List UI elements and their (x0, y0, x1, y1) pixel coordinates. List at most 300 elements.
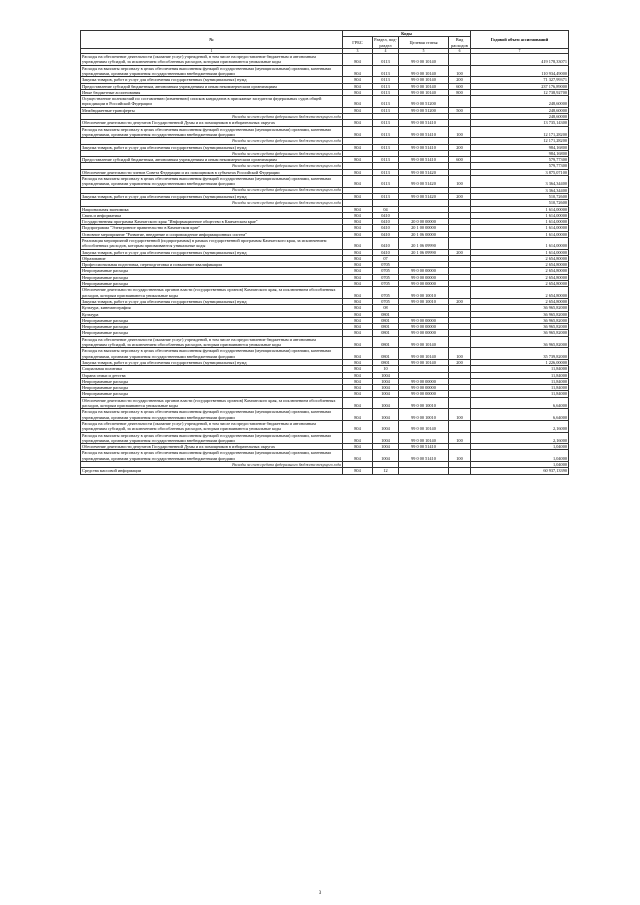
header-target: Целевая статья (399, 37, 449, 49)
row-target: 99 0 00 51200 (399, 96, 449, 108)
row-name: Расходы на выплаты персоналу в целях обеспечения выполнения функций государственными (муниципальными) органами, казенными учреждениями, органами управления государственными внебюджетными фондами (81, 176, 343, 188)
row-amount: 1 614,00000 (471, 238, 569, 250)
row-amount: 1 614,00000 (471, 212, 569, 218)
row-grbs: 804 (343, 468, 373, 474)
header-amount: Годовой объем ассигнований (471, 31, 569, 49)
row-section: 0705 (373, 262, 399, 268)
row-name: Профессиональная подготовка, переподготовка и повышение квалификации (81, 262, 343, 268)
row-name: Расходы за счет средств федерального бюджета текущего года (81, 200, 343, 206)
row-grbs: 804 (343, 255, 373, 261)
row-target: 20 1 00 00000 (399, 225, 449, 231)
table-row (81, 348, 569, 360)
row-amount: 248,60000 (471, 96, 569, 108)
row-name: Обеспечение деятельности депутатов Государственной Думы и их помощников в избирательных округах (81, 120, 343, 126)
row-name: Обеспечение деятельности депутатов Государственной Думы и их помощников в избирательных округах (81, 444, 343, 450)
row-section: 1004 (373, 444, 399, 450)
row-amount: 36 965,82000 (471, 330, 569, 336)
row-grbs: 804 (343, 262, 373, 268)
table-row (81, 176, 569, 188)
row-section: 0113 (373, 176, 399, 188)
row-amount: 71 327,99371 (471, 77, 569, 83)
row-grbs: 804 (343, 372, 373, 378)
row-name: Расходы на обеспечение деятельности (оказание услуг) учреждений, в том числе на предоставление бюджетным и автономным учреждениям субсидий, за исключением обособленных расходов, которым присваиваются уникальные коды (81, 54, 343, 66)
row-name: Культура (81, 311, 343, 317)
row-grbs: 804 (343, 287, 373, 299)
row-target: 99 0 00 10010 (399, 409, 449, 421)
row-target: 99 0 00 51410 (399, 157, 449, 163)
row-amount: 984,16800 (471, 150, 569, 156)
row-name: Закупка товаров, работ и услуг для обеспечения государственных (муниципальных) нужд (81, 359, 343, 365)
row-section: 1004 (373, 432, 399, 444)
row-name: Расходы за счет средств федерального бюджета текущего года (81, 150, 343, 156)
row-grbs: 804 (343, 397, 373, 409)
row-name: Расходы на выплаты персоналу в целях обеспечения выполнения функций государственными (муниципальными) органами, казенными учреждениями, органами управления государственными внебюджетными фондами (81, 348, 343, 360)
row-amount: 510,72600 (471, 200, 569, 206)
row-grbs: 804 (343, 83, 373, 89)
row-section: 0801 (373, 348, 399, 360)
row-type: 200 (449, 249, 471, 255)
row-grbs: 804 (343, 120, 373, 126)
row-section: 0113 (373, 126, 399, 138)
table-row (81, 409, 569, 421)
row-section: 0410 (373, 225, 399, 231)
row-name: Предоставление субсидий бюджетным, автономным учреждениям и иным некоммерческим организациям (81, 157, 343, 163)
row-target: 99 0 00 00000 (399, 391, 449, 397)
row-name: Непрограммные расходы (81, 324, 343, 330)
row-amount: 1 614,00000 (471, 206, 569, 212)
row-section: 0410 (373, 231, 399, 237)
row-name: Обеспечение деятельности членов Совета Федерации и их помощников в субъектах Российской Федерации (81, 169, 343, 175)
row-target: 99 0 00 10010 (399, 298, 449, 304)
table-row (81, 336, 569, 348)
row-target: 99 0 00 51410 (399, 120, 449, 126)
row-grbs: 804 (343, 89, 373, 95)
row-type (449, 287, 471, 299)
row-amount: 248,60000 (471, 107, 569, 113)
row-grbs: 804 (343, 249, 373, 255)
row-amount: 36 965,82000 (471, 336, 569, 348)
row-target: 99 0 00 10140 (399, 432, 449, 444)
row-grbs: 804 (343, 126, 373, 138)
header-type: Вид расходов (449, 37, 471, 49)
row-name: Обеспечение деятельности государственных органов власти (государственных органов) Камчатского края, за исключением обособленных расходов, которым присваиваются уникальные коды (81, 397, 343, 409)
row-name: Культура, кинематография (81, 305, 343, 311)
row-section: 1004 (373, 378, 399, 384)
row-target: 99 0 00 51420 (399, 193, 449, 199)
row-amount: 13 735,14300 (471, 120, 569, 126)
row-target: 99 0 00 10140 (399, 420, 449, 432)
row-name: Непрограммные расходы (81, 268, 343, 274)
row-name: Закупка товаров, работ и услуг для обеспечения государственных (муниципальных) нужд (81, 144, 343, 150)
row-name: Непрограммные расходы (81, 378, 343, 384)
row-target: 99 0 00 10140 (399, 54, 449, 66)
row-amount: 3 364,34400 (471, 187, 569, 193)
row-target: 99 0 00 10010 (399, 287, 449, 299)
row-name: Закупка товаров, работ и услуг для обеспечения государственных (муниципальных) нужд (81, 249, 343, 255)
row-grbs: 804 (343, 330, 373, 336)
row-target: 99 0 00 51410 (399, 444, 449, 450)
row-name: Средства массовой информации (81, 468, 343, 474)
row-grbs: 804 (343, 238, 373, 250)
row-grbs: 804 (343, 212, 373, 218)
row-section: 0113 (373, 157, 399, 163)
row-grbs: 804 (343, 317, 373, 323)
row-amount: 3 364,34400 (471, 176, 569, 188)
table-row (81, 432, 569, 444)
row-type: 800 (449, 89, 471, 95)
header-codes: Коды (343, 31, 471, 37)
row-name: Социальная политика (81, 366, 343, 372)
row-section: 04 (373, 206, 399, 212)
row-amount: 12 171,28200 (471, 126, 569, 138)
row-target: 99 0 00 51420 (399, 176, 449, 188)
row-section: 12 (373, 468, 399, 474)
row-grbs: 804 (343, 219, 373, 225)
row-name: Расходы за счет средств федерального бюджета текущего года (81, 461, 343, 467)
row-section: 1004 (373, 397, 399, 409)
row-section: 0705 (373, 268, 399, 274)
row-name: Закупка товаров, работ и услуг для обеспечения государственных (муниципальных) нужд (81, 193, 343, 199)
row-section: 0113 (373, 65, 399, 77)
row-section: 0801 (373, 336, 399, 348)
row-section: 0113 (373, 169, 399, 175)
row-grbs: 804 (343, 391, 373, 397)
row-amount: 984,16800 (471, 144, 569, 150)
row-name: Расходы на выплаты персоналу в целях обеспечения выполнения функций государственными (муниципальными) органами, казенными учреждениями, органами управления государственными внебюджетными фондами (81, 432, 343, 444)
row-amount: 1,04000 (471, 444, 569, 450)
row-amount: 237 176,89000 (471, 83, 569, 89)
row-grbs: 804 (343, 268, 373, 274)
row-grbs: 804 (343, 206, 373, 212)
row-section: 07 (373, 255, 399, 261)
row-grbs: 804 (343, 305, 373, 311)
row-section: 0801 (373, 311, 399, 317)
row-type: 100 (449, 176, 471, 188)
row-name: Основное мероприятие "Развитие, внедрение и сопровождение информационных систем" (81, 231, 343, 237)
row-type: 200 (449, 77, 471, 83)
row-section: 1004 (373, 420, 399, 432)
row-target: 99 0 00 10140 (399, 359, 449, 365)
row-grbs: 804 (343, 107, 373, 113)
row-amount: 11,84000 (471, 366, 569, 372)
row-target: 99 0 00 00000 (399, 330, 449, 336)
row-section: 0113 (373, 96, 399, 108)
row-type: 100 (449, 450, 471, 462)
row-type (449, 420, 471, 432)
row-amount: 2 654,80000 (471, 268, 569, 274)
row-amount: 6,64000 (471, 397, 569, 409)
row-name: Охрана семьи и детства (81, 372, 343, 378)
row-grbs: 804 (343, 169, 373, 175)
row-target: 99 0 00 00000 (399, 324, 449, 330)
row-grbs: 804 (343, 225, 373, 231)
row-grbs: 804 (343, 176, 373, 188)
row-name: Расходы за счет средств федерального бюджета текущего года (81, 138, 343, 144)
row-type: 600 (449, 83, 471, 89)
row-name: Непрограммные расходы (81, 274, 343, 280)
row-type (449, 54, 471, 66)
row-target: 99 0 00 10010 (399, 397, 449, 409)
row-name: Расходы на выплаты персоналу в целях обеспечения выполнения функций государственными (муниципальными) органами, казенными учреждениями, органами управления государственными внебюджетными фондами (81, 409, 343, 421)
row-type: 100 (449, 409, 471, 421)
row-target: 20 1 06 09990 (399, 238, 449, 250)
row-amount: 2 654,80000 (471, 281, 569, 287)
row-amount: 2 654,80000 (471, 255, 569, 261)
table-row (81, 287, 569, 299)
header-number: № (81, 31, 343, 49)
row-section: 1004 (373, 372, 399, 378)
table-row (81, 420, 569, 432)
column-number: 4 (373, 48, 399, 53)
row-name: Осуществление полномочий по составлению (изменению) списков кандидатов в присяжные заседатели федеральных судов общей юрисдикции в Российской Федерации (81, 96, 343, 108)
row-section: 0410 (373, 212, 399, 218)
row-grbs: 804 (343, 359, 373, 365)
row-target: 99 0 00 51200 (399, 107, 449, 113)
page-number: 3 (318, 891, 322, 896)
row-name: Закупка товаров, работ и услуг для обеспечения государственных (муниципальных) нужд (81, 77, 343, 83)
row-name: Расходы на обеспечение деятельности (оказание услуг) учреждений, в том числе на предоставление бюджетным и автономным учреждениям субсидий, за исключением обособленных расходов, которым присваиваются уникальные коды (81, 420, 343, 432)
table-body (81, 54, 569, 474)
row-name: Иные бюджетные ассигнования (81, 89, 343, 95)
row-section: 1004 (373, 409, 399, 421)
row-target: 99 0 00 00000 (399, 281, 449, 287)
row-section: 1004 (373, 450, 399, 462)
row-grbs: 804 (343, 274, 373, 280)
row-target: 99 0 00 00000 (399, 268, 449, 274)
row-amount: 110 934,49000 (471, 65, 569, 77)
row-amount: 60 937,13390 (471, 468, 569, 474)
row-amount: 12 171,28200 (471, 138, 569, 144)
row-name: Государственная программа Камчатского края "Информационное общество в Камчатском крае" (81, 219, 343, 225)
row-amount: 419 178,33071 (471, 54, 569, 66)
table-row (81, 96, 569, 108)
row-grbs: 804 (343, 450, 373, 462)
row-amount: 1 614,00000 (471, 219, 569, 225)
row-target: 99 0 00 10140 (399, 65, 449, 77)
row-target: 99 0 00 00000 (399, 274, 449, 280)
row-grbs: 804 (343, 77, 373, 83)
row-amount: 579,77300 (471, 157, 569, 163)
row-grbs: 804 (343, 96, 373, 108)
row-section: 0113 (373, 89, 399, 95)
row-type: 100 (449, 126, 471, 138)
table-row (81, 54, 569, 66)
row-section: 0801 (373, 330, 399, 336)
row-amount: 36 965,82000 (471, 324, 569, 330)
row-grbs: 804 (343, 420, 373, 432)
row-grbs: 804 (343, 231, 373, 237)
row-amount: 1 614,00000 (471, 249, 569, 255)
row-section: 1004 (373, 385, 399, 391)
table-row (81, 450, 569, 462)
column-number: 7 (471, 48, 569, 53)
header-section: Раздел, под-раздел (374, 37, 397, 48)
row-section: 0113 (373, 120, 399, 126)
row-grbs: 804 (343, 378, 373, 384)
row-target: 99 0 00 00000 (399, 317, 449, 323)
row-name: Расходы за счет средств федерального бюджета текущего года (81, 163, 343, 169)
row-section: 10 (373, 366, 399, 372)
row-name: Непрограммные расходы (81, 330, 343, 336)
row-target: 99 0 00 10140 (399, 348, 449, 360)
row-amount: 35 739,82000 (471, 348, 569, 360)
column-number: 1 (81, 48, 343, 53)
row-name: Закупка товаров, работ и услуг для обеспечения государственных (муниципальных) нужд (81, 298, 343, 304)
row-grbs: 804 (343, 348, 373, 360)
header-grbs: ГРБС (343, 37, 373, 49)
row-name: Межбюджетные трансферты (81, 107, 343, 113)
row-section: 0113 (373, 144, 399, 150)
row-target: 99 0 00 10140 (399, 336, 449, 348)
row-grbs: 804 (343, 193, 373, 199)
row-target: 99 0 00 51420 (399, 169, 449, 175)
row-section: 0113 (373, 107, 399, 113)
table-row (81, 65, 569, 77)
row-grbs: 804 (343, 65, 373, 77)
row-section: 0705 (373, 281, 399, 287)
row-type: 100 (449, 432, 471, 444)
row-target: 99 0 00 00000 (399, 378, 449, 384)
row-target: 99 0 00 10140 (399, 83, 449, 89)
row-name: Расходы на выплаты персоналу в целях обеспечения выполнения функций государственными (муниципальными) органами, казенными учреждениями, органами управления государственными внебюджетными фондами (81, 126, 343, 138)
row-name: Расходы на выплаты персоналу в целях обеспечения выполнения функций государственными (муниципальными) органами, казенными учреждениями, органами управления государственными внебюджетными фондами (81, 450, 343, 462)
row-amount: 1 226,00000 (471, 359, 569, 365)
row-section: 0705 (373, 287, 399, 299)
row-type: 200 (449, 193, 471, 199)
row-section: 0801 (373, 359, 399, 365)
column-number: 6 (449, 48, 471, 53)
row-grbs: 804 (343, 385, 373, 391)
row-amount: 510,72600 (471, 193, 569, 199)
row-amount: 11,84000 (471, 372, 569, 378)
row-amount: 2,16000 (471, 420, 569, 432)
row-amount: 248,60000 (471, 114, 569, 120)
row-type: 600 (449, 157, 471, 163)
row-target: 20 0 00 00000 (399, 219, 449, 225)
row-section: 0113 (373, 77, 399, 83)
table-header (81, 31, 569, 54)
column-number: 5 (399, 48, 449, 53)
row-section: 08 (373, 305, 399, 311)
row-section: 0410 (373, 238, 399, 250)
row-amount: 1,04000 (471, 461, 569, 467)
row-type (449, 468, 471, 474)
row-target: 20 1 06 00000 (399, 231, 449, 237)
row-section: 0801 (373, 324, 399, 330)
row-grbs: 804 (343, 432, 373, 444)
budget-table (80, 30, 569, 475)
row-section: 0410 (373, 219, 399, 225)
column-number: 3 (343, 48, 373, 53)
row-grbs: 804 (343, 444, 373, 450)
row-name: Предоставление субсидий бюджетным, автономным учреждениям и иным некоммерческим организациям (81, 83, 343, 89)
row-amount: 1 614,00000 (471, 231, 569, 237)
row-type: 200 (449, 298, 471, 304)
row-name: Связь и информатика (81, 212, 343, 218)
row-amount: 2 654,80000 (471, 298, 569, 304)
row-amount: 12 738,92700 (471, 89, 569, 95)
row-grbs: 804 (343, 409, 373, 421)
row-type (449, 336, 471, 348)
row-amount: 2 654,80000 (471, 287, 569, 299)
row-amount: 36 965,82000 (471, 305, 569, 311)
row-grbs: 804 (343, 324, 373, 330)
row-amount: 11,84000 (471, 378, 569, 384)
row-name: Расходы на обеспечение деятельности (оказание услуг) учреждений, в том числе на предоставление бюджетным и автономным учреждениям субсидий, за исключением обособленных расходов, которым присваиваются уникальные коды (81, 336, 343, 348)
row-type: 100 (449, 65, 471, 77)
table-row (81, 238, 569, 250)
row-amount: 1 614,00000 (471, 225, 569, 231)
row-amount: 2 654,80000 (471, 262, 569, 268)
row-name: Непрограммные расходы (81, 281, 343, 287)
row-name: Образование (81, 255, 343, 261)
row-name: Непрограммные расходы (81, 391, 343, 397)
row-section: 0410 (373, 249, 399, 255)
row-amount: 11,84000 (471, 391, 569, 397)
row-target: 99 0 00 10140 (399, 77, 449, 83)
row-amount: 3 875,07100 (471, 169, 569, 175)
row-name: Непрограммные расходы (81, 317, 343, 323)
row-section: 0801 (373, 317, 399, 323)
row-amount: 579,77300 (471, 163, 569, 169)
row-amount: 6,64000 (471, 409, 569, 421)
row-type: 100 (449, 348, 471, 360)
row-section: 0705 (373, 274, 399, 280)
row-type: 500 (449, 107, 471, 113)
row-target: 99 0 00 00000 (399, 385, 449, 391)
row-amount: 36 965,82000 (471, 317, 569, 323)
row-target (399, 468, 449, 474)
row-grbs: 804 (343, 144, 373, 150)
row-type (449, 397, 471, 409)
row-amount: 36 965,82000 (471, 311, 569, 317)
row-amount: 1,04000 (471, 450, 569, 462)
table-row (81, 468, 569, 474)
row-target: 99 0 00 51410 (399, 144, 449, 150)
row-type: 200 (449, 359, 471, 365)
row-section: 0705 (373, 298, 399, 304)
row-amount: 2 654,80000 (471, 274, 569, 280)
row-name: Расходы за счет средств федерального бюджета текущего года (81, 187, 343, 193)
budget-document (80, 30, 568, 475)
row-name: Подпрограмма "Электронное правительство в Камчатском крае" (81, 225, 343, 231)
row-name: Обеспечение деятельности государственных органов власти (государственных органов) Камчатского края, за исключением обособленных расходов, которым присваиваются уникальные коды (81, 287, 343, 299)
row-name: Непрограммные расходы (81, 385, 343, 391)
row-grbs: 804 (343, 311, 373, 317)
table-row (81, 397, 569, 409)
row-target: 99 0 00 51410 (399, 450, 449, 462)
row-name: Реализация мероприятий государственной (подпрограммы) в рамках государственной программы Камчатского края, за исключением обособленных расходов, которым присваиваются уникальные коды (81, 238, 343, 250)
table-row (81, 126, 569, 138)
row-type (449, 96, 471, 108)
row-section: 0113 (373, 54, 399, 66)
row-grbs: 804 (343, 54, 373, 66)
row-amount: 2,16000 (471, 432, 569, 444)
row-grbs: 804 (343, 336, 373, 348)
row-grbs: 804 (343, 298, 373, 304)
row-section: 0113 (373, 83, 399, 89)
row-type: 200 (449, 144, 471, 150)
row-grbs: 804 (343, 157, 373, 163)
row-name: Национальная экономика (81, 206, 343, 212)
row-grbs: 804 (343, 366, 373, 372)
row-target: 99 0 00 10140 (399, 89, 449, 95)
row-target: 20 1 06 09990 (399, 249, 449, 255)
row-name: Расходы за счет средств федерального бюджета текущего года (81, 114, 343, 120)
row-name: Расходы на выплаты персоналу в целях обеспечения выполнения функций государственными (муниципальными) органами, казенными учреждениями, органами управления государственными внебюджетными фондами (81, 65, 343, 77)
row-section: 1004 (373, 391, 399, 397)
row-grbs: 804 (343, 281, 373, 287)
